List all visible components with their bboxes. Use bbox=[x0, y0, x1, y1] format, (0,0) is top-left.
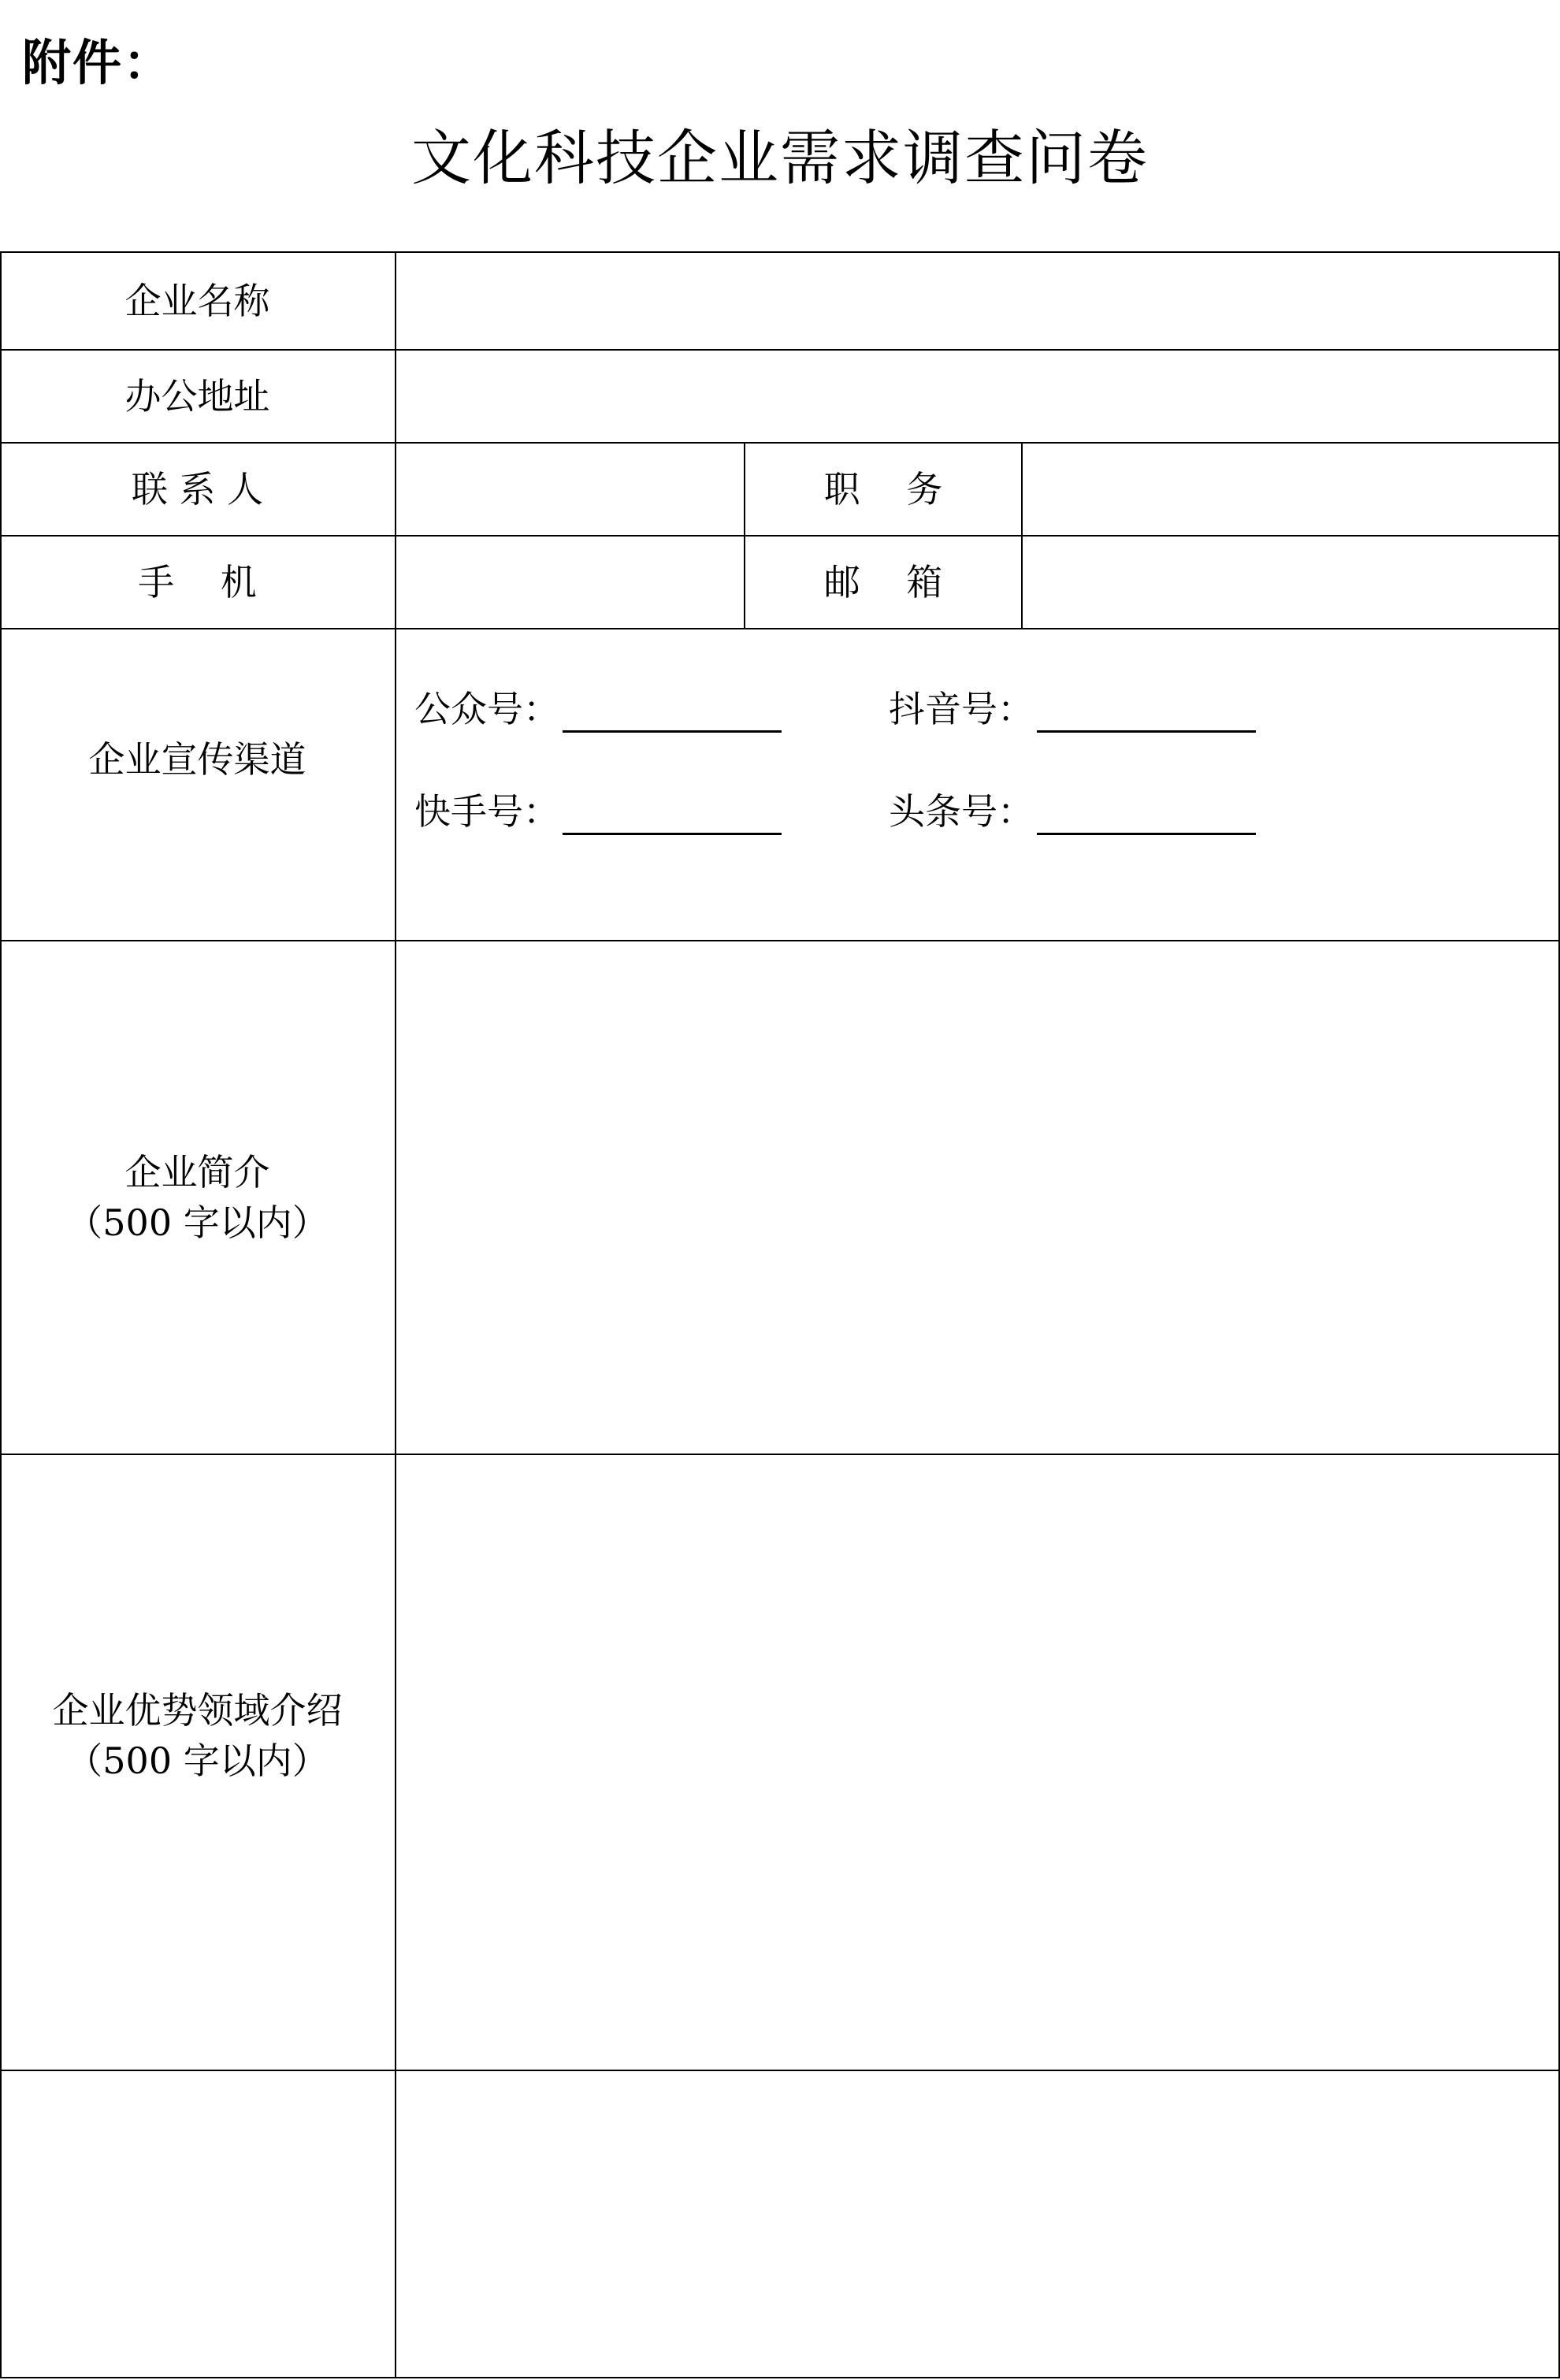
kuaishou-channel bbox=[414, 780, 782, 835]
advantage-limit: （500 字以内） bbox=[66, 1740, 329, 1782]
toutiao-channel bbox=[889, 780, 1256, 835]
wechat-input-line[interactable] bbox=[563, 683, 782, 733]
company-intro-field[interactable] bbox=[396, 941, 1558, 1454]
company-intro-label: 企业简介 bbox=[124, 1151, 270, 1194]
company-intro-label-cell bbox=[0, 941, 395, 1454]
toutiao-input-line[interactable] bbox=[1037, 785, 1256, 835]
mobile-field[interactable] bbox=[396, 537, 744, 628]
attachment-label: 附件： bbox=[22, 34, 174, 91]
email-label: 邮 箱 bbox=[823, 561, 943, 603]
extra-label-cell bbox=[0, 2071, 395, 2377]
position-field[interactable] bbox=[1023, 444, 1558, 535]
advantage-field[interactable] bbox=[396, 1455, 1558, 2070]
advantage-label: 企业优势领域介绍 bbox=[52, 1689, 343, 1732]
douyin-label: 抖音号： bbox=[889, 688, 1034, 730]
contact-person-label: 联 系 人 bbox=[131, 468, 264, 511]
wechat-label: 公众号： bbox=[414, 688, 559, 730]
page-title: 文化科技企业需求调查问卷 bbox=[411, 123, 1149, 193]
company-name-field[interactable] bbox=[396, 253, 1558, 349]
advantage-label-cell bbox=[0, 1455, 395, 2016]
toutiao-label: 头条号： bbox=[889, 790, 1034, 833]
email-field[interactable] bbox=[1023, 537, 1558, 628]
douyin-channel bbox=[889, 678, 1256, 733]
office-address-field[interactable] bbox=[396, 351, 1558, 442]
contact-person-field[interactable] bbox=[396, 444, 744, 535]
kuaishou-label: 快手号： bbox=[414, 790, 559, 833]
kuaishou-input-line[interactable] bbox=[563, 785, 782, 835]
douyin-input-line[interactable] bbox=[1037, 683, 1256, 733]
position-label: 职 务 bbox=[823, 468, 943, 511]
table-border-bottom bbox=[0, 2377, 1560, 2378]
company-name-label: 企业名称 bbox=[124, 280, 270, 322]
wechat-channel bbox=[414, 678, 782, 733]
mobile-label: 手 机 bbox=[138, 561, 257, 603]
extra-field[interactable] bbox=[396, 2071, 1558, 2377]
promotion-channels-label: 企业宣传渠道 bbox=[88, 738, 306, 781]
office-address-label: 办公地址 bbox=[124, 375, 270, 418]
company-intro-limit: （500 字以内） bbox=[66, 1201, 329, 1244]
